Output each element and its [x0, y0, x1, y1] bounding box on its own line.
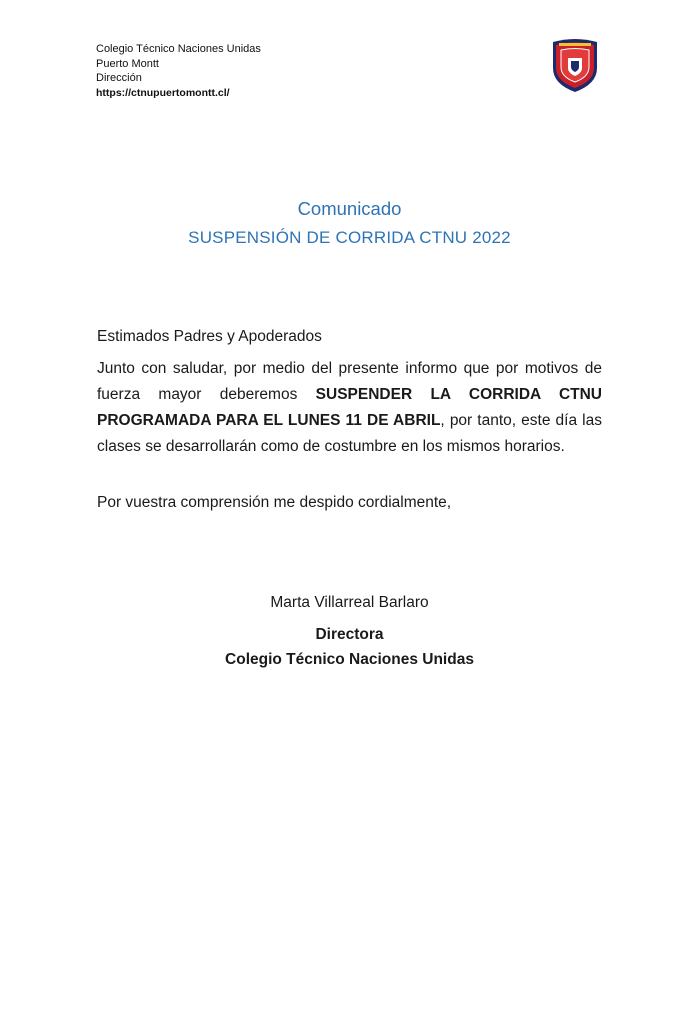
- school-crest-icon: [549, 38, 601, 94]
- signature-role: Directora: [315, 626, 384, 643]
- paragraph-text-2: , por tanto, este día las clases se desarrollarán como de costumbre en los mismos horarios.: [97, 412, 602, 455]
- greeting: Estimados Padres y Apoderados: [97, 328, 322, 345]
- header-school-name: Colegio Técnico Naciones Unidas: [96, 43, 261, 55]
- paragraph-bold-text: SUSPENDER LA CORRIDA CTNU PROGRAMADA PARA EL LUNES 11 DE ABRIL: [97, 386, 603, 429]
- document-subtitle: SUSPENSIÓN DE CORRIDA CTNU 2022: [188, 228, 511, 247]
- body-paragraph: [97, 356, 602, 460]
- closing-line: Por vuestra comprensión me despido cordialmente,: [97, 494, 452, 511]
- header-url: https://ctnupuertomontt.cl/: [96, 86, 230, 99]
- document-title: Comunicado: [297, 198, 402, 219]
- letterhead: [96, 42, 261, 100]
- paragraph-text-1: Junto con saludar, por medio del presente informo que por motivos de fuerza mayor deberemos: [97, 360, 602, 403]
- signature-school: Colegio Técnico Naciones Unidas: [225, 651, 474, 668]
- header-city: Puerto Montt: [96, 57, 159, 70]
- header-department: Dirección: [96, 72, 142, 84]
- signature-name: Marta Villarreal Barlaro: [270, 594, 429, 611]
